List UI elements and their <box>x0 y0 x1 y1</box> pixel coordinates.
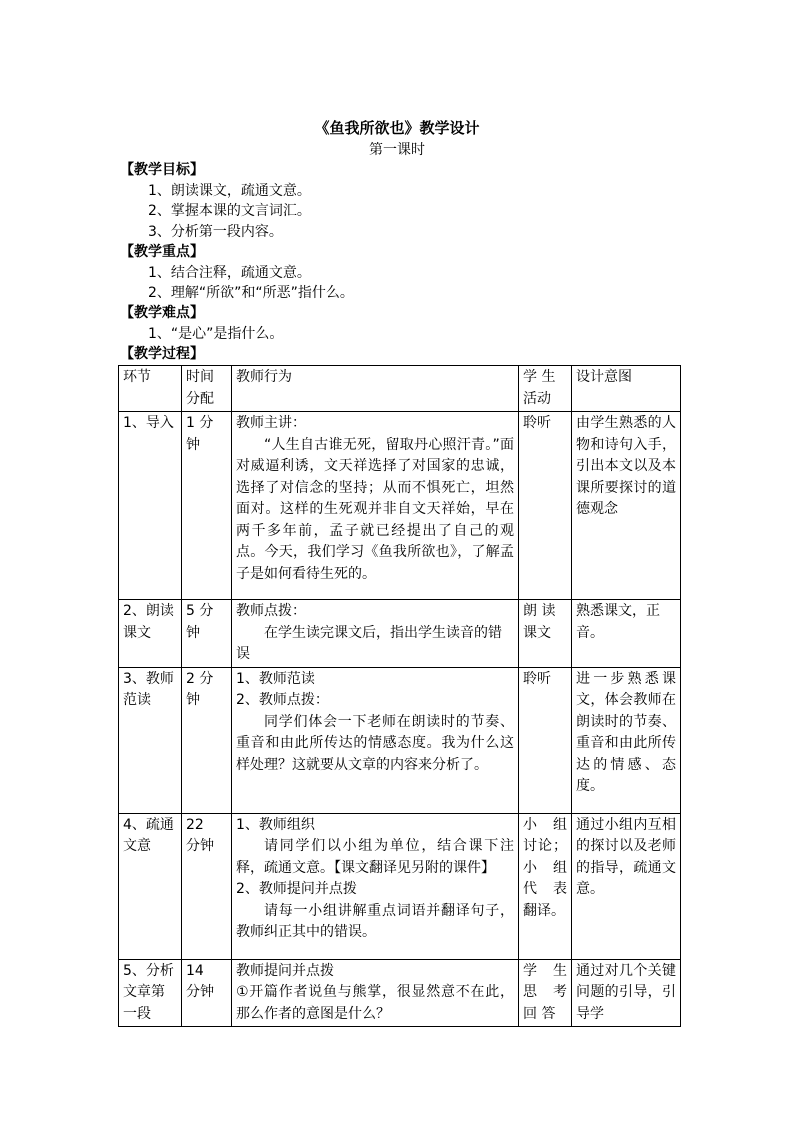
lesson-plan-table <box>118 365 681 1027</box>
cell-intent: 进一步熟悉课文，体会教师在朗读时的节奏、重音和由此所传达的情感、态度。 <box>572 667 681 813</box>
section-process <box>120 344 680 365</box>
cell-intent: 通过小组内互相的探讨以及老师的指导，疏通文意。 <box>572 813 681 959</box>
header-time: 时间 分配 <box>182 366 232 412</box>
cell-time: 1 分 钟 <box>182 412 232 600</box>
cell-time: 5 分 钟 <box>182 600 232 668</box>
section-difficulties <box>120 303 680 344</box>
cell-time: 14 分钟 <box>182 959 232 1027</box>
cell-student: 聆听 <box>519 412 572 600</box>
cell-student: 小 组讨论；小 组代 表翻译。 <box>519 813 572 959</box>
cell-time: 22 分钟 <box>182 813 232 959</box>
document-subtitle: 第一课时 <box>369 142 425 158</box>
table-row <box>119 959 681 1027</box>
section-goals <box>120 160 680 242</box>
cell-student: 学 生思 考回 答 <box>519 959 572 1027</box>
goal-item: 3、分析第一段内容。 <box>148 223 283 240</box>
difficulty-item: 1、“是心”是指什么。 <box>148 325 284 342</box>
cell-teacher: 教师点拨： 在学生读完课文后，指出学生读音的错误 <box>232 600 519 668</box>
section-heading: 【教学重点】 <box>120 244 204 260</box>
cell-stage: 1、导入 <box>119 412 182 600</box>
cell-intent: 熟悉课文，正音。 <box>572 600 681 668</box>
cell-time: 2 分 钟 <box>182 667 232 813</box>
section-heading: 【教学难点】 <box>120 305 204 321</box>
cell-teacher: 教师提问并点拨 ①开篇作者说鱼与熊掌，很显然意不在此，那么作者的意图是什么？ <box>232 959 519 1027</box>
table-header-row <box>119 366 681 412</box>
header-intent: 设计意图 <box>572 366 681 412</box>
cell-stage: 5、分析 文章第 一段 <box>119 959 182 1027</box>
cell-intent: 由学生熟悉的人物和诗句入手，引出本文以及本课所要探讨的道德观念 <box>572 412 681 600</box>
section-heading: 【教学过程】 <box>120 346 204 362</box>
cell-stage: 4、疏通 文意 <box>119 813 182 959</box>
key-point-item: 2、理解“所欲”和“所恶”指什么。 <box>148 285 354 301</box>
section-key-points <box>120 242 680 304</box>
table-row <box>119 667 681 813</box>
cell-student: 聆听 <box>519 667 572 813</box>
table-row <box>119 813 681 959</box>
cell-stage: 3、教师 范读 <box>119 667 182 813</box>
cell-teacher: 教师主讲： “人生自古谁无死，留取丹心照汗青。”面对威逼利诱，文天祥选择了对国家的忠诚，选择了对信念的坚持；从而不惧死亡，坦然面对。这样的生死观并非自文天祥始，早在两千多年前，孟子就已经提出了自己的观点。今天，我们学习《鱼我所欲也》，了解孟子是如何看待生死的。 <box>232 412 519 600</box>
header-stage: 环节 <box>119 366 182 412</box>
header-student: 学 生 活动 <box>519 366 572 412</box>
table-row <box>119 412 681 600</box>
cell-teacher: 1、教师组织 请同学们以小组为单位，结合课下注释，疏通文意。【课文翻译见另附的课件】 2、教师提问并点拨 请每一小组讲解重点词语并翻译句子，教师纠正其中的错误。 <box>232 813 519 959</box>
header-teacher: 教师行为 <box>232 366 519 412</box>
cell-student: 朗 读 课文 <box>519 600 572 668</box>
section-heading: 【教学目标】 <box>120 162 204 178</box>
cell-intent: 通过对几个关键问题的引导，引导学 <box>572 959 681 1027</box>
document-title: 《鱼我所欲也》教学设计 <box>314 119 480 137</box>
goal-item: 1、朗读课文，疏通文意。 <box>148 182 311 199</box>
cell-teacher: 1、教师范读 2、教师点拨： 同学们体会一下老师在朗读时的节奏、重音和由此所传达的情感态度。我为什么这样处理？这就要从文章的内容来分析了。 <box>232 667 519 813</box>
key-point-item: 1、结合注释，疏通文意。 <box>148 264 311 281</box>
table-row <box>119 600 681 668</box>
goal-item: 2、掌握本课的文言词汇。 <box>148 203 311 219</box>
cell-stage: 2、朗读 课文 <box>119 600 182 668</box>
